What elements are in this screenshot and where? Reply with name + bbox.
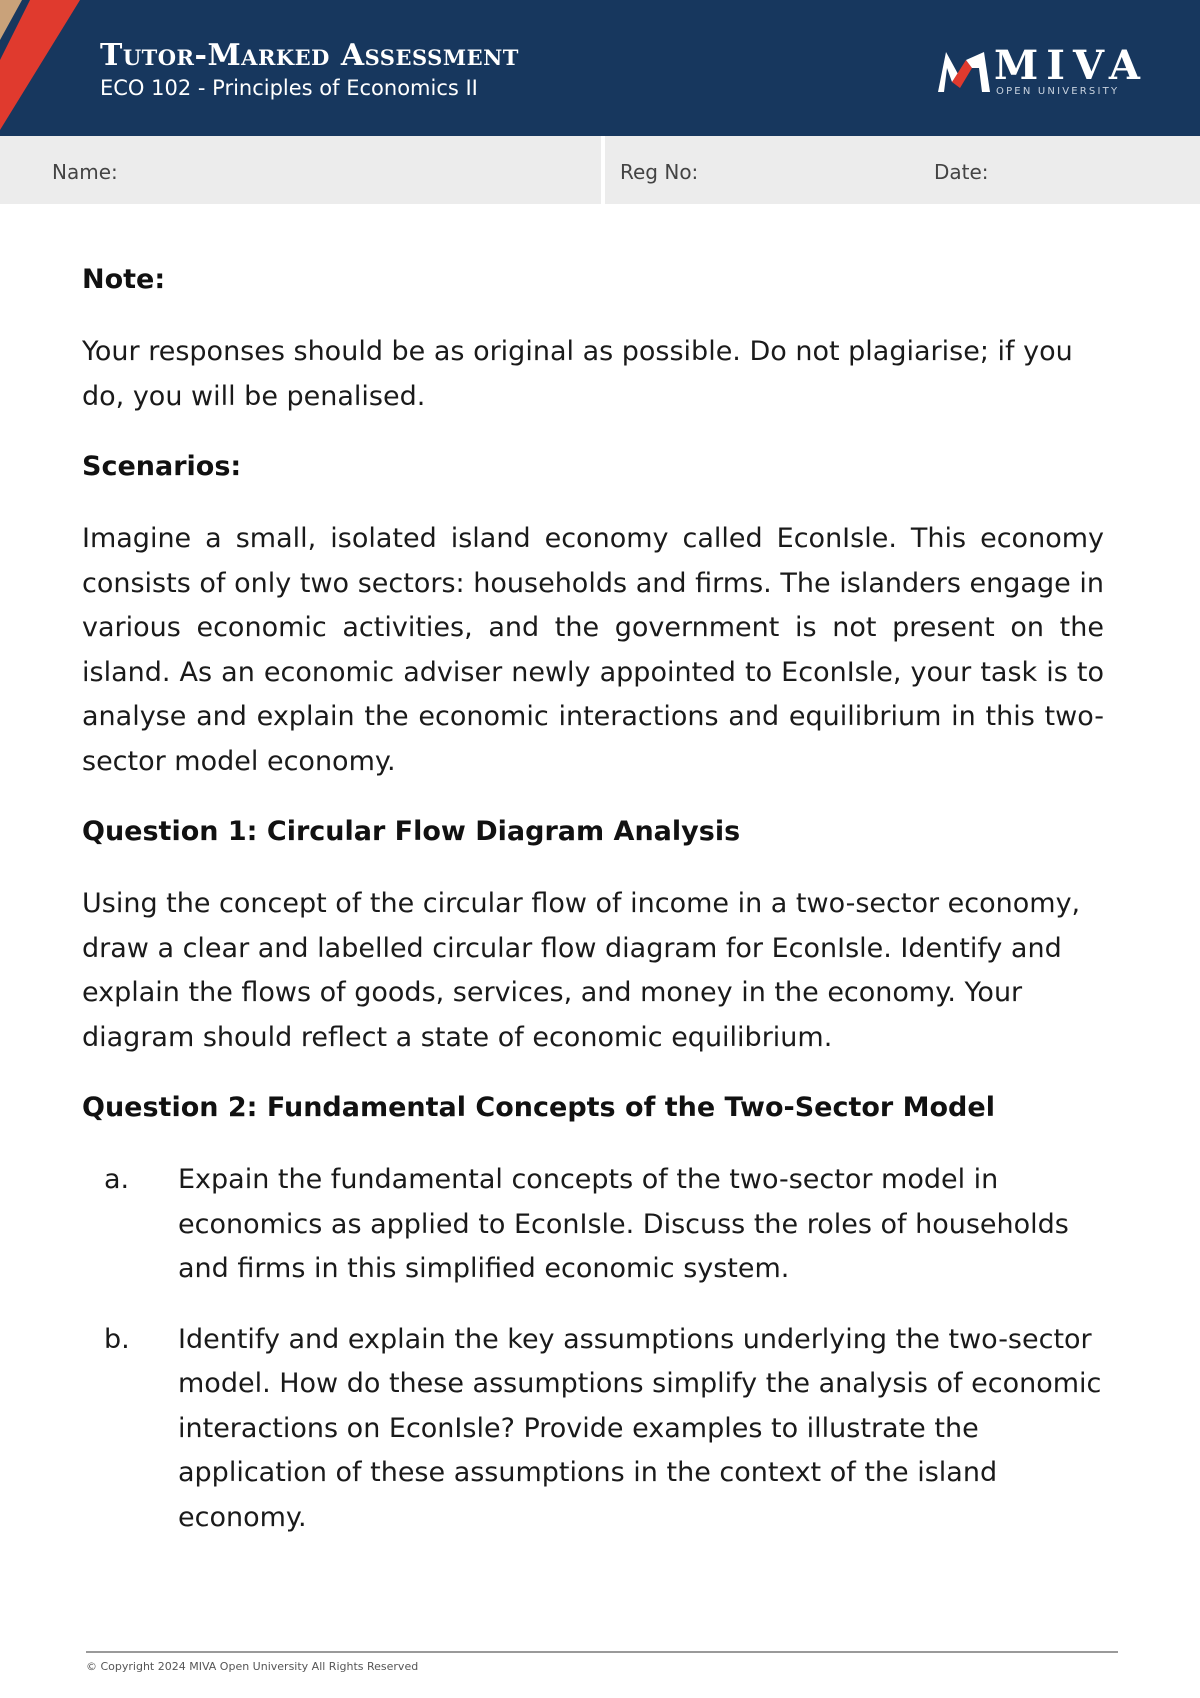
student-info-bar xyxy=(0,136,1200,204)
logo-wordmark: MIVA xyxy=(994,42,1148,89)
miva-m-icon xyxy=(938,48,994,92)
assessment-title: Tutor-Marked Assessment xyxy=(100,38,519,73)
corner-stripe-graphic xyxy=(0,0,90,136)
date-label: Date: xyxy=(934,160,989,184)
name-label: Name: xyxy=(52,160,118,184)
course-subtitle: ECO 102 - Principles of Economics II xyxy=(100,76,478,100)
list-item-text: Identify and explain the key assumptions underlying the two-sector model. How do these assumptions simplify the analysis of economic interactions on EconIsle? Provide examples to illustrate the application of these assumptions in the context of the island economy. xyxy=(178,1323,1102,1533)
scenarios-heading: Scenarios: xyxy=(82,451,242,482)
list-marker: a. xyxy=(104,1164,130,1195)
scenarios-text: Imagine a small, isolated island economy called EconIsle. This economy consists of only two sectors: households and firms. The islanders engage in various economic activities, and the government is not present on the island. As an economic adviser newly appointed to EconIsle, your task is to analyse and explain the economic interactions and equilibrium in this two-sector model economy. xyxy=(82,523,1104,777)
question-1-text: Using the concept of the circular flow of income in a two-sector economy, draw a clear and labelled circular flow diagram for EconIsle. Identify and explain the flows of goods, services, and money in the economy. Your diagram should reflect a state of economic equilibrium. xyxy=(82,888,1081,1053)
list-marker: b. xyxy=(104,1323,130,1355)
miva-logo xyxy=(938,44,1148,100)
question-2-item-a xyxy=(82,1158,1104,1292)
info-divider xyxy=(601,136,605,204)
question-2-heading: Question 2: Fundamental Concepts of the Two-Sector Model xyxy=(82,1092,995,1123)
note-text: Your responses should be as original as possible. Do not plagiarise; if you do, you will be penalised. xyxy=(82,336,1073,412)
footer-divider xyxy=(86,1651,1118,1653)
reg-no-label: Reg No: xyxy=(620,160,699,184)
note-heading: Note: xyxy=(82,264,166,295)
logo-tagline: OPEN UNIVERSITY xyxy=(996,86,1120,97)
assessment-body xyxy=(82,258,1104,1540)
page-header xyxy=(0,0,1200,136)
question-1-heading: Question 1: Circular Flow Diagram Analysis xyxy=(82,816,741,847)
copyright-notice: © Copyright 2024 MIVA Open University All Rights Reserved xyxy=(86,1660,419,1673)
question-2-item-b xyxy=(82,1318,1104,1541)
list-item-text: Expain the fundamental concepts of the two-sector model in economics as applied to EconIsle. Discuss the roles of households and firms in this simplified economic system. xyxy=(178,1164,1069,1284)
